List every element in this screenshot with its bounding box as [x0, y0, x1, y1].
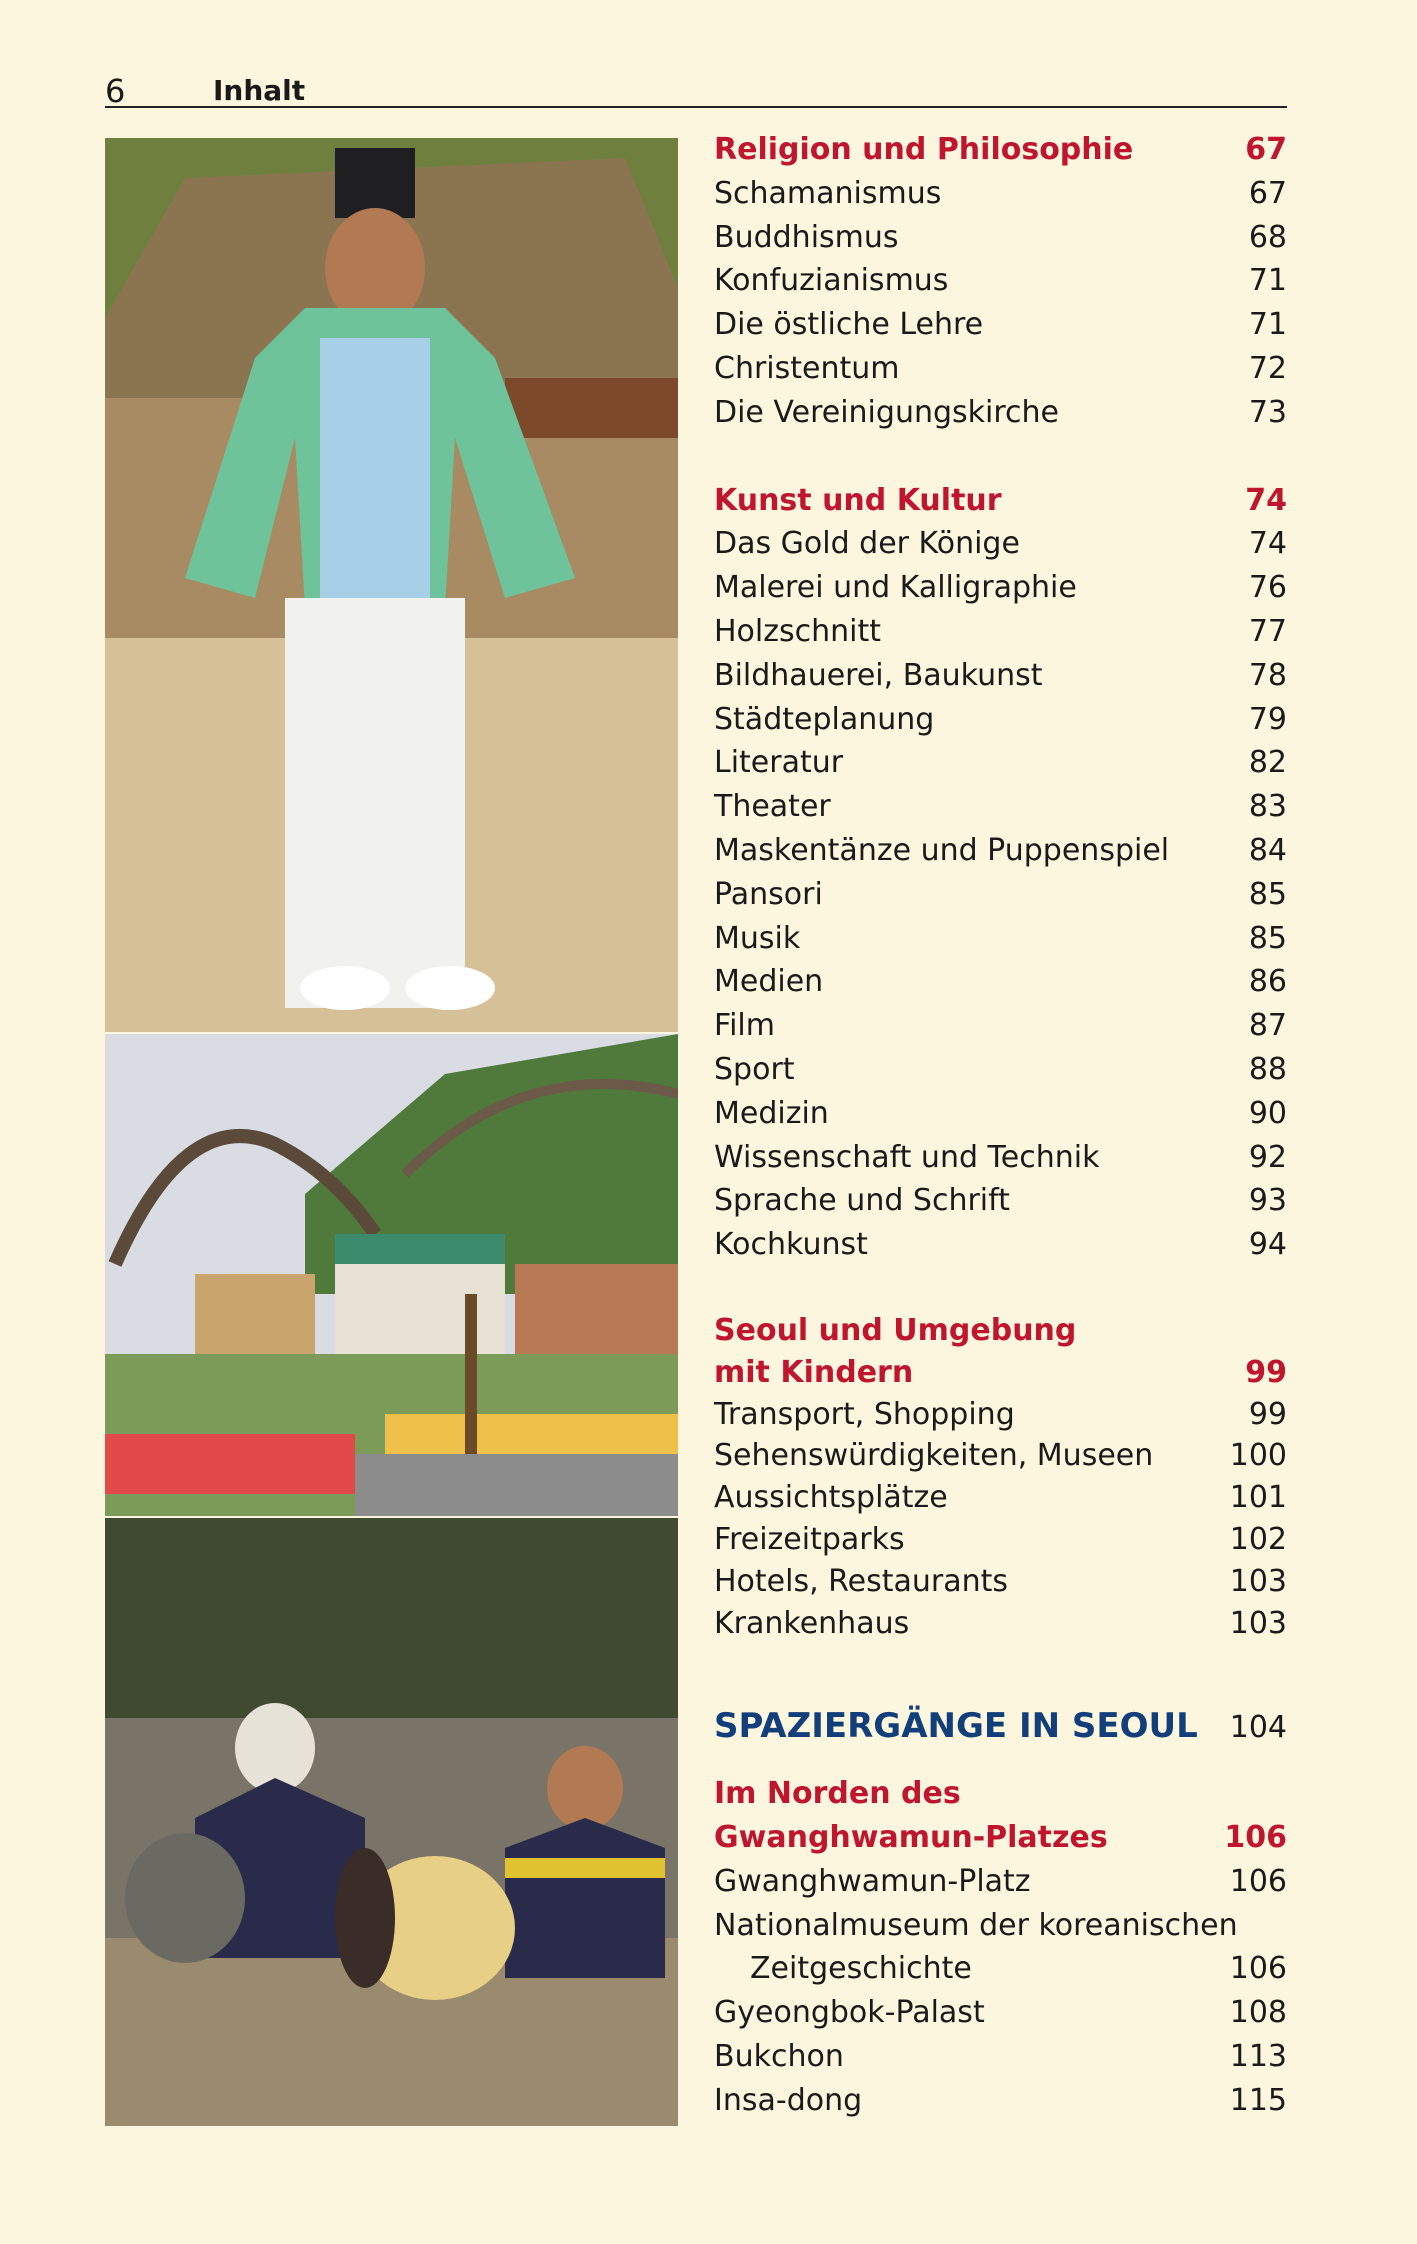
entry-label: Gwanghwamun-Platz [714, 1863, 1031, 1899]
entry-label: Gyeongbok-Palast [714, 1995, 985, 2031]
entry-label: Holzschnitt [714, 613, 882, 649]
page-ref: 68 [1248, 219, 1287, 255]
toc-entry[interactable] [714, 960, 1287, 1004]
toc-entry[interactable] [714, 917, 1287, 961]
entry-label: Malerei und Kalligraphie [714, 570, 1077, 606]
entry-label: Die östliche Lehre [714, 307, 984, 343]
toc-entry[interactable] [714, 1394, 1287, 1436]
page-ref: 79 [1248, 701, 1287, 737]
entry-label: Sport [714, 1051, 795, 1087]
page-ref: 86 [1248, 964, 1287, 1000]
entry-label: Film [714, 1008, 775, 1044]
page-ref: 85 [1248, 920, 1287, 956]
page-ref: 94 [1248, 1227, 1287, 1263]
page-ref: 92 [1248, 1139, 1287, 1175]
toc-entry[interactable] [714, 391, 1287, 435]
entry-label: Hotels, Restaurants [714, 1563, 1009, 1599]
entry-label: Nationalmuseum der koreanischen [714, 1907, 1238, 1943]
toc-entry[interactable] [714, 1136, 1287, 1180]
toc-entry[interactable] [714, 2035, 1287, 2079]
page-ref: 87 [1248, 1008, 1287, 1044]
toc-entry[interactable] [714, 216, 1287, 260]
page-ref: 93 [1248, 1183, 1287, 1219]
toc-entry[interactable] [714, 1435, 1287, 1477]
page-ref: 100 [1229, 1438, 1287, 1474]
section-title: Religion und Philosophie [714, 132, 1134, 167]
toc-entry[interactable] [714, 1477, 1287, 1519]
toc-entry[interactable] [714, 785, 1287, 829]
entry-label: Bukchon [714, 2039, 844, 2075]
entry-label: Das Gold der Könige [714, 526, 1020, 562]
section-heading[interactable] [714, 128, 1287, 172]
page-ref: 104 [1229, 1710, 1287, 1746]
toc-entry[interactable] [714, 347, 1287, 391]
section-title: Im Norden des [714, 1776, 961, 1812]
toc-entry[interactable] [714, 698, 1287, 742]
page-ref: 71 [1248, 307, 1287, 343]
page-ref: 113 [1229, 2039, 1287, 2075]
entry-label: Maskentänze und Puppenspiel [714, 832, 1170, 868]
toc-entry[interactable] [714, 610, 1287, 654]
section-heading-line2[interactable] [714, 1816, 1287, 1860]
toc-entry[interactable] [714, 1904, 1287, 1948]
page-ref: 74 [1248, 526, 1287, 562]
toc-entry[interactable] [714, 2079, 1287, 2123]
part-title: SPAZIERGÄNGE IN SEOUL [714, 1706, 1198, 1747]
toc-entry[interactable] [714, 1048, 1287, 1092]
chapter-title: Inhalt [213, 74, 306, 107]
toc-entry[interactable] [714, 522, 1287, 566]
toc-entry[interactable] [714, 1519, 1287, 1561]
page-ref: 106 [1229, 1951, 1287, 1987]
entry-label: Buddhismus [714, 219, 899, 255]
entry-label: Medizin [714, 1095, 829, 1131]
entry-label: Aussichtsplätze [714, 1480, 948, 1516]
page-number: 6 [105, 72, 126, 110]
toc-entry[interactable] [714, 1991, 1287, 2035]
section-heading[interactable] [714, 479, 1287, 523]
toc-entry[interactable] [714, 1223, 1287, 1267]
entry-label: Bildhauerei, Baukunst [714, 657, 1043, 693]
page-ref: 73 [1248, 394, 1287, 430]
toc-entry[interactable] [714, 1004, 1287, 1048]
toc-entry[interactable] [714, 1603, 1287, 1645]
page-ref: 83 [1248, 789, 1287, 825]
toc-entry[interactable] [714, 1860, 1287, 1904]
section-heading-line1[interactable] [714, 1772, 1287, 1816]
entry-label: Freizeitparks [714, 1521, 905, 1557]
traditional-drummers-photo [105, 1518, 678, 2126]
entry-label: Sprache und Schrift [714, 1183, 1010, 1219]
page-ref: 74 [1245, 482, 1287, 518]
page-header [105, 70, 1287, 108]
toc-entry[interactable] [714, 1179, 1287, 1223]
toc-entry[interactable] [714, 1561, 1287, 1603]
page-ref: 115 [1229, 2082, 1287, 2118]
toc-entry[interactable] [714, 654, 1287, 698]
section-title: Kunst und Kultur [714, 482, 1002, 518]
page-ref: 71 [1248, 263, 1287, 299]
toc-entry[interactable] [714, 1092, 1287, 1136]
entry-label: Sehenswürdigkeiten, Museen [714, 1438, 1154, 1474]
toc-entry[interactable] [714, 873, 1287, 917]
page-ref: 67 [1248, 175, 1287, 211]
entry-label: Transport, Shopping [714, 1396, 1015, 1432]
section-title: mit Kindern [714, 1354, 914, 1390]
page-ref: 82 [1248, 745, 1287, 781]
entry-label: Die Vereinigungskirche [714, 394, 1059, 430]
page-ref: 76 [1248, 570, 1287, 606]
section-heading-line2[interactable] [714, 1352, 1287, 1394]
page-ref: 106 [1224, 1820, 1287, 1856]
toc-entry[interactable] [714, 566, 1287, 610]
entry-label: Krankenhaus [714, 1605, 910, 1641]
entry-label: Städteplanung [714, 701, 935, 737]
page-ref: 103 [1229, 1605, 1287, 1641]
toc-entry[interactable] [714, 172, 1287, 216]
entry-label: Wissenschaft und Technik [714, 1139, 1100, 1175]
entry-label: Konfuzianismus [714, 263, 949, 299]
entry-label: Schamanismus [714, 175, 942, 211]
entry-label: Medien [714, 964, 824, 1000]
page-ref: 67 [1245, 132, 1287, 167]
amusement-park-photo [105, 1034, 678, 1516]
toc-entry[interactable] [714, 741, 1287, 785]
page-ref: 103 [1229, 1563, 1287, 1599]
page-ref: 108 [1229, 1995, 1287, 2031]
page-ref: 99 [1248, 1396, 1287, 1432]
part-heading[interactable] [714, 1694, 1287, 1758]
toc-entry[interactable] [714, 1947, 1287, 1991]
entry-label: Zeitgeschichte [750, 1951, 972, 1987]
toc-entry[interactable] [714, 829, 1287, 873]
entry-label: Kochkunst [714, 1227, 868, 1263]
page-ref: 78 [1248, 657, 1287, 693]
page-ref: 102 [1229, 1521, 1287, 1557]
entry-label: Theater [714, 789, 831, 825]
page-ref: 106 [1229, 1863, 1287, 1899]
page-ref: 101 [1229, 1480, 1287, 1516]
toc-entry[interactable] [714, 259, 1287, 303]
page-ref: 72 [1248, 350, 1287, 386]
section-title: Seoul und Umgebung [714, 1312, 1077, 1348]
toc-entry[interactable] [714, 303, 1287, 347]
section-title: Gwanghwamun-Platzes [714, 1820, 1108, 1856]
page-ref: 99 [1245, 1354, 1287, 1390]
man-in-hanbok-photo [105, 138, 678, 1032]
entry-label: Musik [714, 920, 801, 956]
page-ref: 77 [1248, 613, 1287, 649]
entry-label: Pansori [714, 876, 823, 912]
table-of-contents [714, 128, 1287, 2123]
page-ref: 88 [1248, 1051, 1287, 1087]
entry-label: Literatur [714, 745, 844, 781]
entry-label: Christentum [714, 350, 900, 386]
page-ref: 85 [1248, 876, 1287, 912]
entry-label: Insa-dong [714, 2082, 863, 2118]
section-heading-line1[interactable] [714, 1310, 1287, 1352]
page-ref: 84 [1248, 832, 1287, 868]
page-ref: 90 [1248, 1095, 1287, 1131]
